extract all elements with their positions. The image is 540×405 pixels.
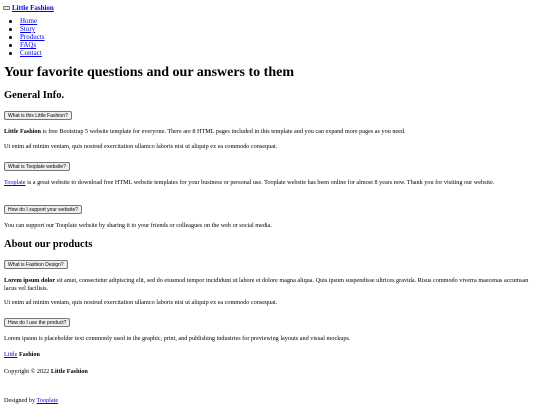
footer-brand-link[interactable]: Little xyxy=(4,351,18,358)
nav-menu xyxy=(20,17,45,57)
copyright-brand: Little Fashion xyxy=(50,368,88,375)
faq-answer-extra: Ut enim ad minim veniam, quis nostrud exercitation ullamco laboris nisi ut aliquip ex ea commodo consequat. xyxy=(4,143,278,150)
footer-brand-text: Fashion xyxy=(17,351,40,358)
nav-item-contact xyxy=(20,49,45,57)
faq-answer xyxy=(4,179,534,187)
faq-answer: You can support our Tooplate website by sharing it to your friends or colleagues on the web or social media. xyxy=(4,222,272,229)
navbar-toggler-button[interactable] xyxy=(3,6,10,10)
brand-link[interactable]: Little Fashion xyxy=(12,4,54,12)
nav-item-faqs xyxy=(20,41,45,49)
copyright xyxy=(4,368,88,376)
faq-answer: Lorem ipsum is placeholder text commonly used in the graphic, print, and publishing industries for previewing layouts and visual mockups. xyxy=(4,335,351,342)
designed-by-link[interactable]: Tooplate xyxy=(36,397,59,404)
section-heading-about-products: About our products xyxy=(4,239,93,250)
answer-text: is a great website to download free HTML website templates for your business or personal use. Tooplate website has been online for almost 8 years now. Thank you for visiting our website. xyxy=(25,179,495,186)
navbar xyxy=(3,3,54,13)
designed-by-text: Designed by xyxy=(4,397,37,404)
copyright-text: Copyright © 2022 xyxy=(4,368,51,375)
section-heading-general-info: General Info. xyxy=(4,90,65,101)
faq-answer-extra: Ut enim ad minim veniam, quis nostrud exercitation ullamco laboris nisi ut aliquip ex ea commodo consequat. xyxy=(4,299,278,306)
faq-answer xyxy=(4,277,534,293)
answer-strong-text: Lorem ipsum dolor xyxy=(4,277,56,284)
faq-question-button[interactable]: What is this Little Fashion? xyxy=(4,111,72,120)
nav-item-home xyxy=(20,17,45,25)
faq-question-button[interactable]: How do I use the product? xyxy=(4,318,70,327)
nav-link-products[interactable]: Products xyxy=(20,33,45,41)
faq-question-button[interactable]: How do I support your website? xyxy=(4,205,82,214)
page-title: Your favorite questions and our answers to them xyxy=(4,65,294,80)
footer-brand xyxy=(4,351,40,359)
nav-item-story xyxy=(20,25,45,33)
nav-link-story[interactable]: Story xyxy=(20,25,36,33)
nav-link-faqs[interactable]: FAQs xyxy=(20,41,37,49)
tooplate-link[interactable]: Tooplate xyxy=(4,179,26,186)
answer-strong-text: Little Fashion xyxy=(4,128,41,135)
designed-by xyxy=(4,397,58,405)
answer-text: is free Bootstrap 5 website template for everyone. There are 8 HTML pages included in this template and you can expand more pages as you need. xyxy=(40,128,406,135)
faq-question-button[interactable]: What is Tooplate website? xyxy=(4,162,70,171)
nav-item-products xyxy=(20,33,45,41)
nav-link-home[interactable]: Home xyxy=(20,17,38,25)
nav-link-contact[interactable]: Contact xyxy=(20,49,42,57)
faq-answer xyxy=(4,128,534,136)
faq-question-button[interactable]: What is Fashion Design? xyxy=(4,260,68,269)
answer-text: sit amet, consectetur adipiscing elit, sed do eiusmod tempor incididunt ut labore et dolore magna aliqua. Quis ipsum suspendisse ultrices gravida. Risus commodo viverra maecenas accumsan lacus vel facilisis. xyxy=(4,277,529,292)
